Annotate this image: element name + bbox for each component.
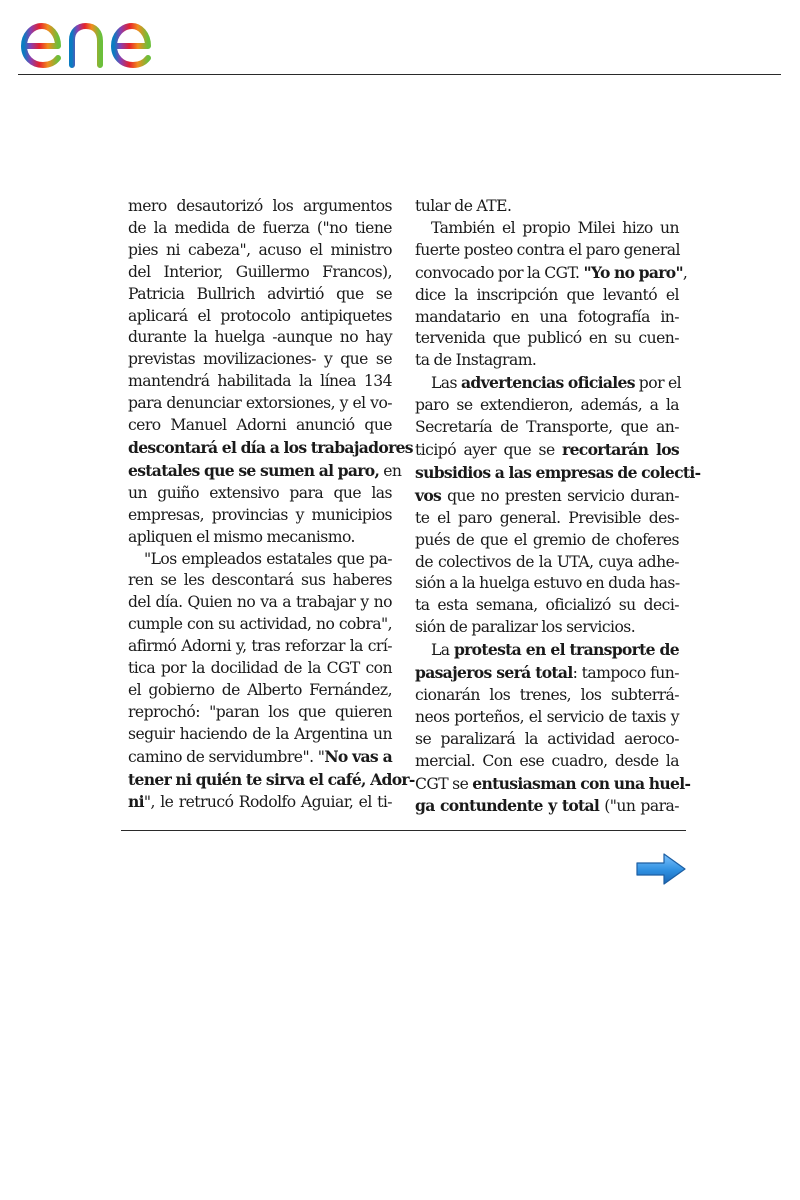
text-run: reprochó: "paran los que quieren — [128, 702, 392, 721]
bold-text: ni — [128, 792, 144, 812]
text-run: Secretaría de Transporte, que an- — [415, 418, 679, 437]
text-run: ren se les descontará sus haberes — [128, 571, 392, 590]
text-line — [415, 552, 679, 574]
header-rule — [18, 74, 781, 75]
bold-text: pasajeros será total — [415, 663, 573, 683]
bold-text: estatales que se sumen al paro, — [128, 460, 380, 480]
text-line — [128, 680, 392, 702]
text-line — [415, 307, 679, 329]
text-line — [128, 437, 413, 460]
text-line — [128, 636, 392, 658]
text-run: de la medida de fuerza ("no tiene — [128, 218, 392, 237]
bold-text: subsidios a las empresas de colecti- — [415, 462, 701, 482]
text-run: cionarán los trenes, los subterrá- — [415, 685, 679, 704]
text-run: ta de Instagram. — [415, 351, 537, 370]
bold-text: protesta en el transporte de — [453, 640, 679, 660]
text-run: ta esta semana, oficializó su deci- — [415, 596, 679, 615]
enel-logo — [20, 4, 192, 70]
text-run: cero Manuel Adorni anunció que — [128, 416, 392, 435]
text-line — [415, 350, 679, 372]
text-line — [128, 415, 392, 437]
text-run: el gobierno de Alberto Fernández, — [128, 680, 392, 699]
text-line — [415, 617, 679, 639]
text-line — [415, 240, 679, 262]
text-run: seguir haciendo de la Argentina un — [128, 724, 392, 743]
text-run: convocado por la CGT. — [415, 263, 584, 282]
text-line — [128, 791, 392, 814]
text-run: de colectivos de la UTA, cuya adhe- — [415, 552, 679, 571]
text-line — [415, 485, 679, 508]
text-line — [415, 595, 679, 617]
text-line — [415, 729, 679, 751]
bold-text: descontará el día a los trabajadores — [128, 437, 413, 457]
text-line — [128, 306, 392, 328]
bold-text: ga contundente y total — [415, 796, 600, 816]
text-line — [128, 327, 392, 349]
text-run: "Los empleados estatales que pa- — [144, 549, 392, 568]
text-run: fuerte posteo contra el paro general — [415, 240, 680, 259]
text-line — [128, 196, 392, 218]
text-line — [415, 508, 679, 530]
text-line — [128, 592, 392, 614]
text-line — [128, 746, 392, 769]
text-run: paro se extendieron, además, a la — [415, 396, 679, 415]
text-line — [415, 462, 701, 485]
text-run: , — [682, 263, 688, 282]
bold-text: vos — [415, 485, 442, 505]
text-line — [128, 614, 392, 636]
text-run: neos porteños, el servicio de taxis y — [415, 707, 679, 726]
text-run: sión a la huelga estuvo en duda has- — [415, 574, 680, 593]
text-run: ticipó ayer que se — [415, 440, 563, 459]
text-line — [128, 284, 392, 306]
text-run: del Interior, Guillermo Francos), — [128, 262, 392, 281]
text-run: por el — [634, 374, 682, 393]
text-run: mandatario en una fotografía in- — [415, 307, 679, 326]
text-line — [128, 262, 392, 284]
text-run: pies ni cabeza", acuso el ministro — [128, 240, 392, 259]
text-line — [415, 751, 679, 773]
text-line — [415, 439, 679, 462]
text-line — [415, 262, 688, 285]
text-run: CGT se — [415, 774, 473, 793]
text-run: ", le retrucó Rodolfo Aguiar, el ti- — [143, 793, 392, 812]
bold-text: "Yo no paro" — [583, 262, 683, 282]
text-run: mercial. Con ese cuadro, desde la — [415, 751, 679, 770]
bold-text: No vas a — [324, 746, 392, 766]
text-line — [415, 395, 679, 417]
text-run: : tampoco fun- — [572, 664, 679, 683]
text-line — [128, 702, 392, 724]
arrow-right-icon[interactable] — [634, 852, 688, 886]
text-run: La — [431, 641, 454, 660]
article-column-right — [415, 196, 701, 818]
text-run: afirmó Adorni y, tras reforzar la crí- — [128, 637, 392, 656]
text-run: tica por la docilidad de la CGT con — [128, 659, 392, 678]
text-line — [128, 483, 392, 505]
text-line — [128, 240, 392, 262]
text-line — [415, 685, 679, 707]
text-line — [415, 639, 679, 662]
bold-text: recortarán los — [562, 439, 680, 459]
text-line — [128, 724, 392, 746]
text-run: del día. Quien no va a trabajar y no — [128, 593, 392, 612]
text-run: ("un para- — [599, 797, 679, 816]
text-run: Las — [431, 374, 462, 393]
bold-text: tener ni quién te sirva el café, Ador- — [128, 769, 415, 789]
text-run: aplicará el protocolo antipiquetes — [128, 306, 392, 325]
text-line — [415, 773, 691, 796]
text-run: tervenida que publicó en su cuen- — [415, 329, 679, 348]
text-run: mantendrá habilitada la línea 134 — [128, 372, 392, 391]
text-line — [128, 371, 392, 393]
text-run: empresas, provincias y municipios — [128, 505, 392, 524]
text-line — [415, 795, 679, 818]
text-run: se paralizará la actividad aeroco- — [415, 729, 679, 748]
bold-text: entusiasman con una huel- — [472, 773, 691, 793]
text-run: te el paro general. Previsible des- — [415, 508, 679, 527]
text-line — [415, 196, 679, 218]
text-line — [415, 573, 679, 595]
text-run: camino de servidumbre". " — [128, 747, 325, 766]
text-run: pués de que el gremio de choferes — [415, 530, 679, 549]
text-line — [415, 328, 679, 350]
text-run: para denunciar extorsiones, y el vo- — [128, 394, 392, 413]
text-line — [128, 570, 392, 592]
text-run: que no presten servicio duran- — [441, 486, 679, 505]
text-line — [415, 707, 679, 729]
text-line — [415, 530, 679, 552]
text-run: apliquen el mismo mecanismo. — [128, 527, 355, 546]
text-run: sión de paralizar los servicios. — [415, 618, 636, 637]
text-line — [128, 218, 392, 240]
text-line — [415, 218, 679, 240]
text-line — [128, 658, 392, 680]
text-run: dice la inscripción que levantó el — [415, 285, 679, 304]
text-line — [415, 285, 679, 307]
article-column-left — [128, 196, 415, 814]
text-line — [415, 417, 679, 439]
text-line — [128, 393, 392, 415]
text-line — [415, 372, 682, 395]
text-run: cumple con su actividad, no cobra", — [128, 615, 392, 634]
text-run: mero desautorizó los argumentos — [128, 197, 392, 215]
text-line — [128, 549, 392, 571]
text-line — [415, 662, 679, 685]
text-run: un guiño extensivo para que las — [128, 483, 392, 502]
text-run: en — [379, 461, 402, 480]
text-run: tular de ATE. — [415, 197, 512, 215]
text-run: También el propio Milei hizo un — [431, 218, 679, 237]
text-run: durante la huelga -aunque no hay — [128, 328, 392, 347]
text-line — [128, 769, 415, 792]
bold-text: advertencias oficiales — [461, 373, 635, 393]
footer-rule — [121, 830, 686, 831]
text-line — [128, 349, 392, 371]
text-line — [128, 505, 392, 527]
text-line — [128, 527, 392, 549]
text-run: Patricia Bullrich advirtió que se — [128, 284, 392, 303]
text-line — [128, 460, 402, 483]
text-run: previstas movilizaciones- y que se — [128, 350, 392, 369]
